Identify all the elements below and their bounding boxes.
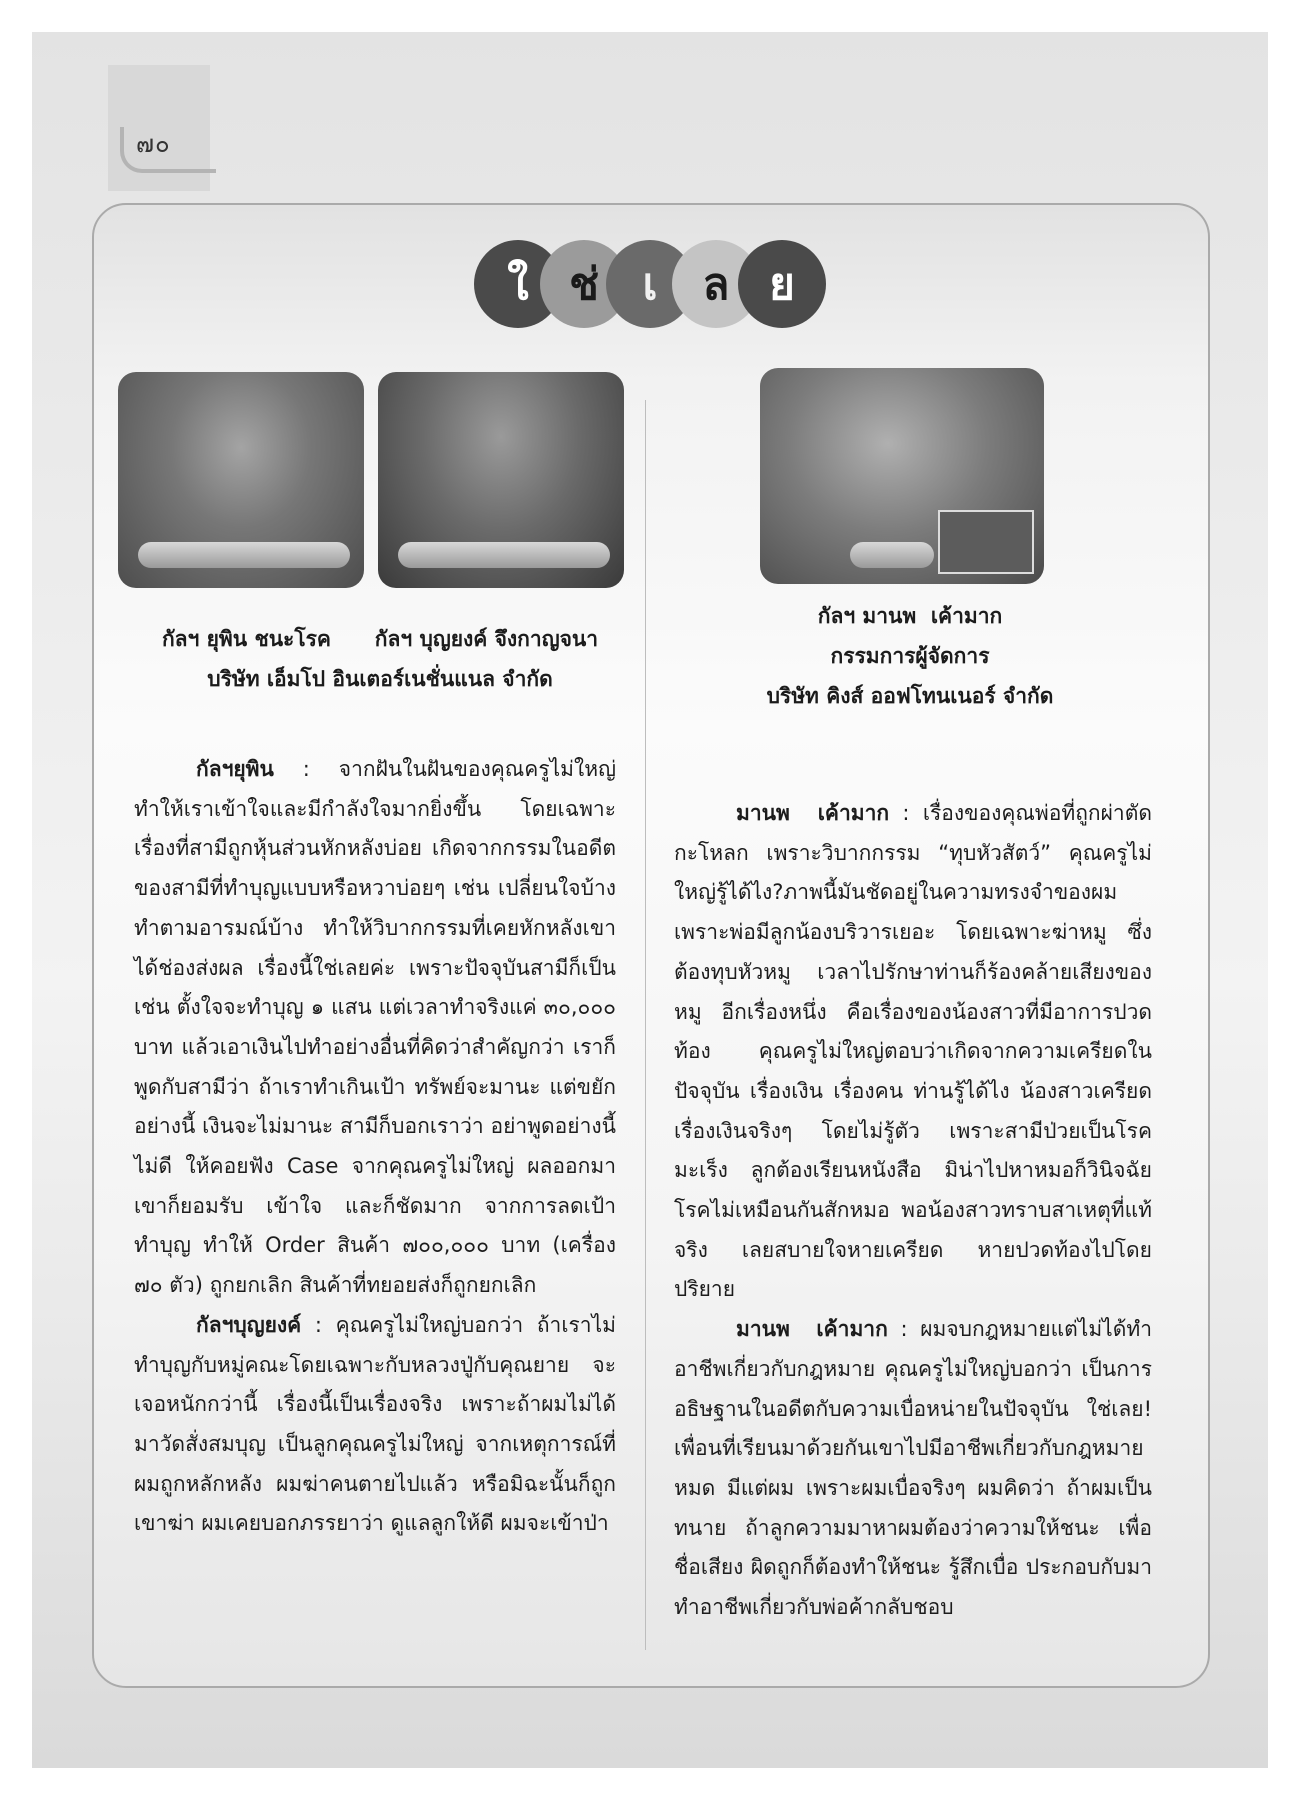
paragraph [134,1306,616,1544]
title-letter-circle: เ [606,240,694,328]
paragraph-text: : เรื่องของคุณพ่อที่ถูกผ่าตัดกะโหลก เพราะวิบากกรรม “ทุบหัวสัตว์” คุณครูไม่ใหญ่รู้ได้ไง?ภาพนี้มันชัดอยู่ในความทรงจำของผม เพราะพ่อมีลูกน้องบริวารเยอะ โดยเฉพาะฆ่าหมู ซึ่งต้องทุบหัวหมู เวลาไปรักษาท่านก็ร้องคล้ายเสียงของหมู อีกเรื่องหนึ่ง คือเรื่องของน้องสาวที่มีอาการปวดท้อง คุณครูไม่ใหญ่ตอบว่าเกิดจากความเครียดในปัจจุบัน เรื่องเงิน เรื่องคน ท่านรู้ได้ไง น้องสาวเครียดเรื่องเงินจริงๆ โดยไม่รู้ตัว เพราะสามีป่วยเป็นโรคมะเร็ง ลูกต้องเรียนหนังสือ มิน่าไปหาหมอก็วินิจฉัยโรคไม่เหมือนกันสักหมอ พอน้องสาวทราบสาเหตุที่แท้จริง เลยสบายใจหายเครียด หายปวดท้องไปโดยปริยาย [674,801,1152,1302]
tv-caption-bar [138,542,350,568]
right-column-text [674,794,1152,1628]
title-letter-circle: ช่ [540,240,628,328]
left-photo-caption [120,619,640,699]
paragraph-text: : คุณครูไม่ใหญ่บอกว่า ถ้าเราไม่ทำบุญกับหมู่คณะโดยเฉพาะกับหลวงปู่กับคุณยาย จะเจอหนักกว่านี้ เรื่องนี้เป็นเรื่องจริง เพราะถ้าผมไม่ได้มาวัดสั่งสมบุญ เป็นลูกคุณครูไม่ใหญ่ จากเหตุการณ์ที่ผมถูกหลักหลัง ผมฆ่าคนตายไปแล้ว หรือมิฉะนั้นก็ถูกเขาฆ่า ผมเคยบอกภรรยาว่า ดูแลลูกให้ดี ผมจะเข้าป่า [134,1312,616,1536]
paragraph [674,1310,1152,1628]
paragraph [134,750,616,1306]
page-number: ๗๐ [120,127,216,173]
caption-position: กรรมการผู้จัดการ [830,644,990,668]
column-divider [645,400,646,1650]
caption-names: กัลฯ ยุพิน ชนะโรค กัลฯ บุญยงค์ จึงกาญจนา [161,627,599,651]
speaker-name: กัลฯยุพิน [196,757,274,781]
speaker-name: กัลฯบุญยงค์ [196,1312,302,1337]
paragraph-text: : จากฝันในฝันของคุณครูไม่ใหญ่ ทำให้เราเข้าใจและมีกำลังใจมากยิ่งขึ้น โดยเฉพาะเรื่องที่สามีถูกหุ้นส่วนหักหลังบ่อย เกิดจากกรรมในอดีตของสามีที่ทำบุญแบบหรือหวาบ่อยๆ เช่น เปลี่ยนใจบ้าง ทำตามอารมณ์บ้าง ทำให้วิบากกรรมที่เคยหักหลังเขาได้ช่องส่งผล เรื่องนี้ใช่เลยค่ะ เพราะปัจจุบันสามีก็เป็น เช่น ตั้งใจจะทำบุญ ๑ แสน แต่เวลาทำจริงแค่ ๓๐,๐๐๐ บาท แล้วเอาเงินไปทำอย่างอื่นที่คิดว่าสำคัญกว่า เราก็พูดกับสามีว่า ถ้าเราทำเกินเป้า ทรัพย์จะมานะ แต่ขยักอย่างนี้ เงินจะไม่มานะ สามีก็บอกเราว่า อย่าพูดอย่างนี้ไม่ดี ให้คอยฟัง Case จากคุณครูไม่ใหญ่ ผลออกมาเขาก็ยอมรับ เข้าใจ และก็ชัดมาก จากการลดเป้าทำบุญ ทำให้ Order สินค้า ๗๐๐,๐๐๐ บาท (เครื่อง ๗๐ ตัว) ถูกยกเลิก สินค้าที่ทยอยส่งก็ถูกยกเลิก [134,757,616,1298]
tv-caption-bar [850,542,934,568]
paragraph-text: : ผมจบกฎหมายแต่ไม่ได้ทำอาชีพเกี่ยวกับกฎหมาย คุณครูไม่ใหญ่บอกว่า เป็นการอธิษฐานในอดีตกับความเบื่อหน่ายในปัจจุบัน ใช่เลย! เพื่อนที่เรียนมาด้วยกันเขาไปมีอาชีพเกี่ยวกับกฎหมายหมด มีแต่ผม เพราะผมเบื่อจริงๆ ผมคิดว่า ถ้าผมเป็นทนาย ถ้าลูกความมาหาผมต้องว่าความให้ชนะ เพื่อชื่อเสียง ผิดถูกก็ต้องทำให้ชนะ รู้สึกเบื่อ ประกอบกับมาทำอาชีพเกี่ยวกับพ่อค้ากลับชอบ [674,1317,1153,1620]
article-title [474,240,826,330]
inset-photo [938,510,1034,574]
title-letter-circle: ล [672,240,760,328]
paragraph [674,794,1152,1310]
tv-caption-bar [398,542,610,568]
photo-boonyong [378,372,624,588]
photo-yupin [118,372,364,588]
caption-name: กัลฯ มานพ เค้ามาก [817,604,1003,628]
caption-company: บริษัท เอ็มโป อินเตอร์เนชั่นแนล จำกัด [207,667,553,691]
title-letter-circle: ย [738,240,826,328]
left-column-text [134,750,616,1544]
speaker-name: มานพ เค้ามาก [736,801,890,825]
caption-company: บริษัท คิงส์ ออฟโทนเนอร์ จำกัด [766,684,1054,708]
photo-manop [760,368,1044,584]
right-photo-caption [680,596,1140,716]
speaker-name: มานพ เค้ามาก [736,1317,888,1342]
title-letter-circle: ใ [474,240,562,328]
